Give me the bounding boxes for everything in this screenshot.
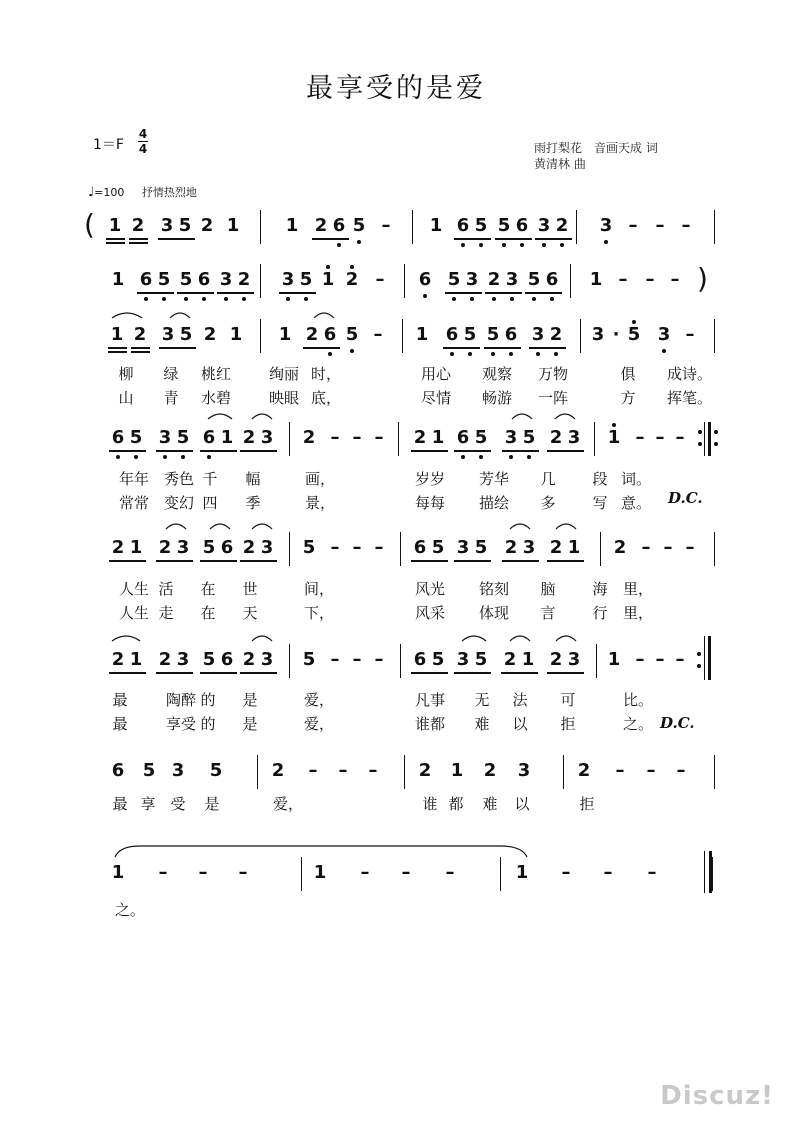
lyric-word: 段 bbox=[592, 470, 608, 488]
dash-extension: – bbox=[685, 324, 695, 345]
note: 1 bbox=[431, 427, 445, 448]
note: 1 bbox=[229, 324, 243, 345]
note: 2 bbox=[503, 649, 517, 670]
note: 2 bbox=[271, 760, 285, 781]
lyric-word: 是 bbox=[204, 795, 220, 813]
lyric-word: 以 bbox=[514, 795, 530, 813]
note: 5 bbox=[463, 324, 477, 345]
dc-marking: D.C. bbox=[660, 714, 695, 732]
dash-extension: – bbox=[646, 760, 656, 781]
lyric-word: 之。 bbox=[115, 901, 146, 919]
note: 1 bbox=[110, 324, 124, 345]
slur bbox=[462, 636, 486, 641]
note: 2 bbox=[577, 760, 591, 781]
lyric-word: 景， bbox=[305, 494, 336, 512]
lyric-word: 芳华 bbox=[479, 470, 510, 488]
note: 1 bbox=[607, 427, 621, 448]
lyric-word: 绿 bbox=[163, 365, 179, 383]
note: 2 bbox=[200, 215, 214, 236]
lyric-word: 爱， bbox=[304, 715, 335, 733]
lyric-word: 在 bbox=[200, 580, 216, 598]
dash-extension: – bbox=[375, 269, 385, 290]
note: 5 bbox=[129, 427, 143, 448]
note: 5 bbox=[431, 649, 445, 670]
lyric-word: 凡事 bbox=[415, 691, 446, 709]
dash-extension: – bbox=[352, 649, 362, 670]
lyric-word: 映眼 bbox=[269, 389, 300, 407]
slur bbox=[112, 313, 142, 318]
note: 1 bbox=[111, 269, 125, 290]
note: 1 bbox=[285, 215, 299, 236]
note: 2 bbox=[555, 215, 569, 236]
lyric-word: 的 bbox=[200, 715, 216, 733]
note: 6 bbox=[413, 649, 427, 670]
dash-extension: – bbox=[681, 215, 691, 236]
note: 6 bbox=[111, 760, 125, 781]
dash-extension: – bbox=[330, 537, 340, 558]
note: 5 bbox=[474, 649, 488, 670]
note: 6 bbox=[197, 269, 211, 290]
lyric-word: 风光 bbox=[415, 580, 446, 598]
note: 2 bbox=[487, 269, 501, 290]
lyric-word: 拒 bbox=[560, 715, 576, 733]
lyric-word: 言 bbox=[540, 604, 556, 622]
tempo-bpm: =100 bbox=[94, 186, 125, 199]
lyric-word: 尽情 bbox=[421, 389, 452, 407]
dash-extension: – bbox=[360, 862, 370, 883]
note: 2 bbox=[242, 537, 256, 558]
lyric-word: 变幻 bbox=[164, 494, 195, 512]
lyric-word: 受 bbox=[170, 795, 186, 813]
slur bbox=[556, 524, 576, 529]
lyric-word: 词。 bbox=[621, 470, 652, 488]
dash-extension: – bbox=[675, 649, 685, 670]
lyric-word: 谁 bbox=[422, 795, 438, 813]
lyric-word: 陶醉 bbox=[166, 691, 197, 709]
lyric-word: 法 bbox=[512, 691, 528, 709]
lyric-word: 万物 bbox=[538, 365, 569, 383]
note: 2 bbox=[314, 215, 328, 236]
dash-extension: – bbox=[635, 649, 645, 670]
note: 5 bbox=[474, 215, 488, 236]
dash-extension: – bbox=[655, 427, 665, 448]
lyric-word: 常常 bbox=[119, 494, 150, 512]
lyric-word: 人生 bbox=[119, 604, 150, 622]
note: 5 bbox=[527, 269, 541, 290]
note: 3 bbox=[465, 269, 479, 290]
note: 5 bbox=[142, 760, 156, 781]
note: 1 bbox=[220, 427, 234, 448]
dash-extension: – bbox=[641, 537, 651, 558]
dash-extension: – bbox=[352, 537, 362, 558]
lyric-word: 人生 bbox=[119, 580, 150, 598]
lyric-word: 底， bbox=[311, 389, 342, 407]
lyric-word: 走 bbox=[158, 604, 174, 622]
note: 3 bbox=[537, 215, 551, 236]
dash-extension: – bbox=[635, 427, 645, 448]
note: 2 bbox=[237, 269, 251, 290]
slur bbox=[314, 313, 334, 318]
lyric-word: 时， bbox=[311, 365, 342, 383]
dash-extension: – bbox=[663, 537, 673, 558]
note: 5 bbox=[474, 537, 488, 558]
note: 1 bbox=[226, 215, 240, 236]
dash-extension: – bbox=[603, 862, 613, 883]
lyric-word: 享受 bbox=[166, 715, 197, 733]
note: 3 bbox=[176, 537, 190, 558]
note: 1 bbox=[278, 324, 292, 345]
lyric-word: 桃红 bbox=[201, 365, 232, 383]
key-signature: 1＝F bbox=[93, 137, 124, 153]
dash-extension: – bbox=[628, 215, 638, 236]
note: 2 bbox=[203, 324, 217, 345]
note: 1 bbox=[129, 537, 143, 558]
note: 2 bbox=[131, 215, 145, 236]
note: 5 bbox=[302, 537, 316, 558]
dash-extension: – bbox=[374, 537, 384, 558]
lyric-word: 画， bbox=[305, 470, 336, 488]
slur bbox=[555, 414, 575, 419]
repeat-paren-close: ) bbox=[697, 262, 708, 295]
tie bbox=[115, 846, 527, 857]
dash-extension: – bbox=[561, 862, 571, 883]
lyric-word: 是 bbox=[242, 715, 258, 733]
note: 6 bbox=[332, 215, 346, 236]
lyric-word: 俱 bbox=[620, 365, 636, 383]
note: 6 bbox=[504, 324, 518, 345]
lyric-word: 之。 bbox=[623, 715, 654, 733]
note: 2 bbox=[158, 537, 172, 558]
lyric-word: 千 bbox=[202, 470, 218, 488]
note: 1 bbox=[108, 215, 122, 236]
dash-extension: – bbox=[338, 760, 348, 781]
dash-extension: – bbox=[675, 427, 685, 448]
note: 2 bbox=[549, 324, 563, 345]
note: 5 bbox=[179, 269, 193, 290]
lyric-word: 里， bbox=[623, 604, 654, 622]
lyric-line bbox=[0, 602, 792, 622]
note: 1 bbox=[521, 649, 535, 670]
note: 6 bbox=[220, 537, 234, 558]
note: 5 bbox=[209, 760, 223, 781]
note: 3 bbox=[504, 427, 518, 448]
dash-extension: – bbox=[670, 269, 680, 290]
note: 2 bbox=[305, 324, 319, 345]
lyric-word: 可 bbox=[560, 691, 576, 709]
note: 3 bbox=[161, 324, 175, 345]
lyric-word: 是 bbox=[242, 691, 258, 709]
lyric-word: 世 bbox=[242, 580, 258, 598]
note: 2 bbox=[483, 760, 497, 781]
lyric-word: 用心 bbox=[421, 365, 452, 383]
note: 6 bbox=[323, 324, 337, 345]
lyric-word: 都 bbox=[448, 795, 464, 813]
dash-extension: – bbox=[352, 427, 362, 448]
slur bbox=[510, 524, 530, 529]
note: 5 bbox=[345, 324, 359, 345]
lyric-word: 山 bbox=[118, 389, 134, 407]
lyric-word: 成诗。 bbox=[667, 365, 713, 383]
note: 1 bbox=[129, 649, 143, 670]
note: 6 bbox=[111, 427, 125, 448]
note: 2 bbox=[504, 537, 518, 558]
note: 2 bbox=[242, 649, 256, 670]
note: 5 bbox=[202, 537, 216, 558]
lyric-word: 最 bbox=[112, 691, 128, 709]
lyric-word: 青 bbox=[163, 389, 179, 407]
lyric-word: 几 bbox=[540, 470, 556, 488]
slur bbox=[252, 414, 272, 419]
lyric-word: 天 bbox=[242, 604, 258, 622]
dash-extension: – bbox=[615, 760, 625, 781]
note: 3 bbox=[176, 649, 190, 670]
lyric-word: 铭刻 bbox=[479, 580, 510, 598]
note: 1 bbox=[607, 649, 621, 670]
note: 5 bbox=[431, 537, 445, 558]
lyric-word: 风采 bbox=[415, 604, 446, 622]
note: 5 bbox=[447, 269, 461, 290]
dash-extension: – bbox=[647, 862, 657, 883]
note: 5 bbox=[497, 215, 511, 236]
note: 2 bbox=[549, 649, 563, 670]
lyric-word: 拒 bbox=[579, 795, 595, 813]
lyric-word: 享 bbox=[140, 795, 156, 813]
note: 3 bbox=[456, 537, 470, 558]
lyric-word: 每每 bbox=[415, 494, 446, 512]
dash-extension: – bbox=[373, 324, 383, 345]
lyric-word: 最 bbox=[112, 715, 128, 733]
time-signature-bottom: 4 bbox=[138, 142, 148, 156]
note: 1 bbox=[515, 862, 529, 883]
note: 3 bbox=[567, 649, 581, 670]
composer-credit: 黄清林 曲 bbox=[534, 157, 586, 171]
lyric-word: 难 bbox=[474, 715, 490, 733]
lyric-line bbox=[0, 387, 792, 407]
note: 1 bbox=[589, 269, 603, 290]
lyric-word: 以 bbox=[512, 715, 528, 733]
note: 1 bbox=[313, 862, 327, 883]
slur bbox=[166, 524, 186, 529]
note: 3 bbox=[531, 324, 545, 345]
note: 6 bbox=[456, 215, 470, 236]
lyric-line bbox=[0, 899, 792, 919]
lyric-word: 的 bbox=[200, 691, 216, 709]
note: 3 bbox=[657, 324, 671, 345]
slur bbox=[510, 636, 530, 641]
note: 2 bbox=[242, 427, 256, 448]
note: 2 bbox=[418, 760, 432, 781]
note: 5 bbox=[352, 215, 366, 236]
dash-extension: – bbox=[238, 862, 248, 883]
slur bbox=[252, 524, 272, 529]
quarter-note-icon: ♩ bbox=[88, 185, 95, 200]
dash-extension: – bbox=[645, 269, 655, 290]
lyric-word: 一阵 bbox=[538, 389, 569, 407]
lyric-word: 多 bbox=[540, 494, 556, 512]
lyric-line bbox=[0, 363, 792, 383]
time-signature-top: 4 bbox=[138, 127, 148, 141]
note: 1 bbox=[450, 760, 464, 781]
slur bbox=[210, 524, 230, 529]
note: 3 bbox=[505, 269, 519, 290]
lyric-word: 意。 bbox=[621, 494, 652, 512]
note: 5 bbox=[176, 427, 190, 448]
note: 2 bbox=[133, 324, 147, 345]
note: 5 bbox=[178, 215, 192, 236]
note: 6 bbox=[220, 649, 234, 670]
note: 5 bbox=[179, 324, 193, 345]
lyric-word: 观察 bbox=[482, 365, 513, 383]
dash-extension: – bbox=[330, 649, 340, 670]
lyric-word: 幅 bbox=[245, 470, 261, 488]
slur bbox=[512, 414, 532, 419]
slur bbox=[112, 636, 140, 641]
note: 5 bbox=[522, 427, 536, 448]
song-title: 最享受的是爱 bbox=[306, 73, 486, 104]
lyric-word: 间， bbox=[304, 580, 335, 598]
note: 3 bbox=[456, 649, 470, 670]
note: 3 bbox=[160, 215, 174, 236]
note: 5 bbox=[474, 427, 488, 448]
note: 6 bbox=[545, 269, 559, 290]
lyric-word: 里， bbox=[623, 580, 654, 598]
slur bbox=[252, 636, 272, 641]
note: 3 bbox=[171, 760, 185, 781]
note: 2 bbox=[549, 537, 563, 558]
note: 6 bbox=[456, 427, 470, 448]
note: 5 bbox=[486, 324, 500, 345]
note: 5 bbox=[157, 269, 171, 290]
note: 6 bbox=[445, 324, 459, 345]
lyric-word: 下， bbox=[304, 604, 335, 622]
lyric-line bbox=[0, 468, 792, 488]
lyric-word: 季 bbox=[245, 494, 261, 512]
slur bbox=[170, 313, 190, 318]
lyric-word: 爱， bbox=[304, 691, 335, 709]
note: 3 bbox=[260, 427, 274, 448]
note: 3 bbox=[158, 427, 172, 448]
lyric-word: 爱， bbox=[273, 795, 304, 813]
note: 6 bbox=[139, 269, 153, 290]
lyric-word: 四 bbox=[202, 494, 218, 512]
note: 3 bbox=[281, 269, 295, 290]
dash-extension: – bbox=[330, 427, 340, 448]
note: 6 bbox=[413, 537, 427, 558]
lyric-word: 比。 bbox=[623, 691, 654, 709]
note: 3 bbox=[567, 427, 581, 448]
dash-extension: – bbox=[655, 215, 665, 236]
lyric-word: 岁岁 bbox=[415, 470, 446, 488]
lyricist-credit: 雨打梨花 音画天成 词 bbox=[534, 141, 658, 155]
note: 1 bbox=[111, 862, 125, 883]
dash-extension: – bbox=[158, 862, 168, 883]
lyric-word: 写 bbox=[592, 494, 608, 512]
note: 6 bbox=[515, 215, 529, 236]
note: 2 bbox=[413, 427, 427, 448]
note: 2 bbox=[302, 427, 316, 448]
note: 2 bbox=[345, 269, 359, 290]
lyric-word: 描绘 bbox=[479, 494, 510, 512]
lyric-word: 挥笔。 bbox=[667, 389, 713, 407]
lyric-word: 秀色 bbox=[164, 470, 195, 488]
note: 6 bbox=[202, 427, 216, 448]
note: 2 bbox=[613, 537, 627, 558]
dash-extension: – bbox=[445, 862, 455, 883]
dash-extension: – bbox=[198, 862, 208, 883]
note: 2 bbox=[111, 649, 125, 670]
note: 5 bbox=[202, 649, 216, 670]
note: 3 bbox=[591, 324, 605, 345]
note: 1 bbox=[415, 324, 429, 345]
dash-extension: – bbox=[618, 269, 628, 290]
lyric-word: 活 bbox=[158, 580, 174, 598]
watermark: Discuz! bbox=[660, 1081, 774, 1111]
note: 5 bbox=[302, 649, 316, 670]
note: 2 bbox=[549, 427, 563, 448]
note: 3 bbox=[522, 537, 536, 558]
lyric-word: 在 bbox=[200, 604, 216, 622]
lyric-word: 最 bbox=[112, 795, 128, 813]
note: 3 bbox=[260, 649, 274, 670]
dash-extension: – bbox=[308, 760, 318, 781]
lyric-line bbox=[0, 689, 792, 709]
note: 1 bbox=[321, 269, 335, 290]
note: 3 bbox=[219, 269, 233, 290]
dash-extension: – bbox=[381, 215, 391, 236]
dash-extension: – bbox=[374, 649, 384, 670]
tempo-expression: 抒情热烈地 bbox=[141, 186, 197, 199]
dotted-note: · bbox=[612, 324, 620, 345]
note: 5 bbox=[627, 324, 641, 345]
dash-extension: – bbox=[676, 760, 686, 781]
lyric-word: 体现 bbox=[479, 604, 510, 622]
dash-extension: – bbox=[368, 760, 378, 781]
lyric-word: 年年 bbox=[119, 470, 150, 488]
repeat-paren-open: ( bbox=[84, 208, 95, 241]
lyric-word: 行 bbox=[592, 604, 608, 622]
dash-extension: – bbox=[685, 537, 695, 558]
lyric-line bbox=[0, 578, 792, 598]
lyric-word: 谁都 bbox=[415, 715, 446, 733]
note: 3 bbox=[517, 760, 531, 781]
lyric-word: 方 bbox=[620, 389, 636, 407]
lyric-word: 柳 bbox=[118, 365, 134, 383]
note: 6 bbox=[418, 269, 432, 290]
lyric-word: 脑 bbox=[540, 580, 556, 598]
note: 3 bbox=[599, 215, 613, 236]
slur bbox=[208, 414, 232, 419]
lyric-word: 海 bbox=[592, 580, 608, 598]
note: 1 bbox=[567, 537, 581, 558]
lyric-word: 绚丽 bbox=[269, 365, 300, 383]
dash-extension: – bbox=[401, 862, 411, 883]
lyric-line bbox=[0, 793, 792, 813]
dash-extension: – bbox=[655, 649, 665, 670]
lyric-word: 难 bbox=[482, 795, 498, 813]
lyric-word: 畅游 bbox=[482, 389, 513, 407]
note: 2 bbox=[158, 649, 172, 670]
note: 5 bbox=[299, 269, 313, 290]
lyric-word: 水碧 bbox=[201, 389, 232, 407]
slur bbox=[556, 636, 576, 641]
note: 3 bbox=[260, 537, 274, 558]
lyric-word: 无 bbox=[474, 691, 490, 709]
dc-marking: D.C. bbox=[668, 489, 703, 507]
note: 1 bbox=[429, 215, 443, 236]
note: 2 bbox=[111, 537, 125, 558]
dash-extension: – bbox=[374, 427, 384, 448]
